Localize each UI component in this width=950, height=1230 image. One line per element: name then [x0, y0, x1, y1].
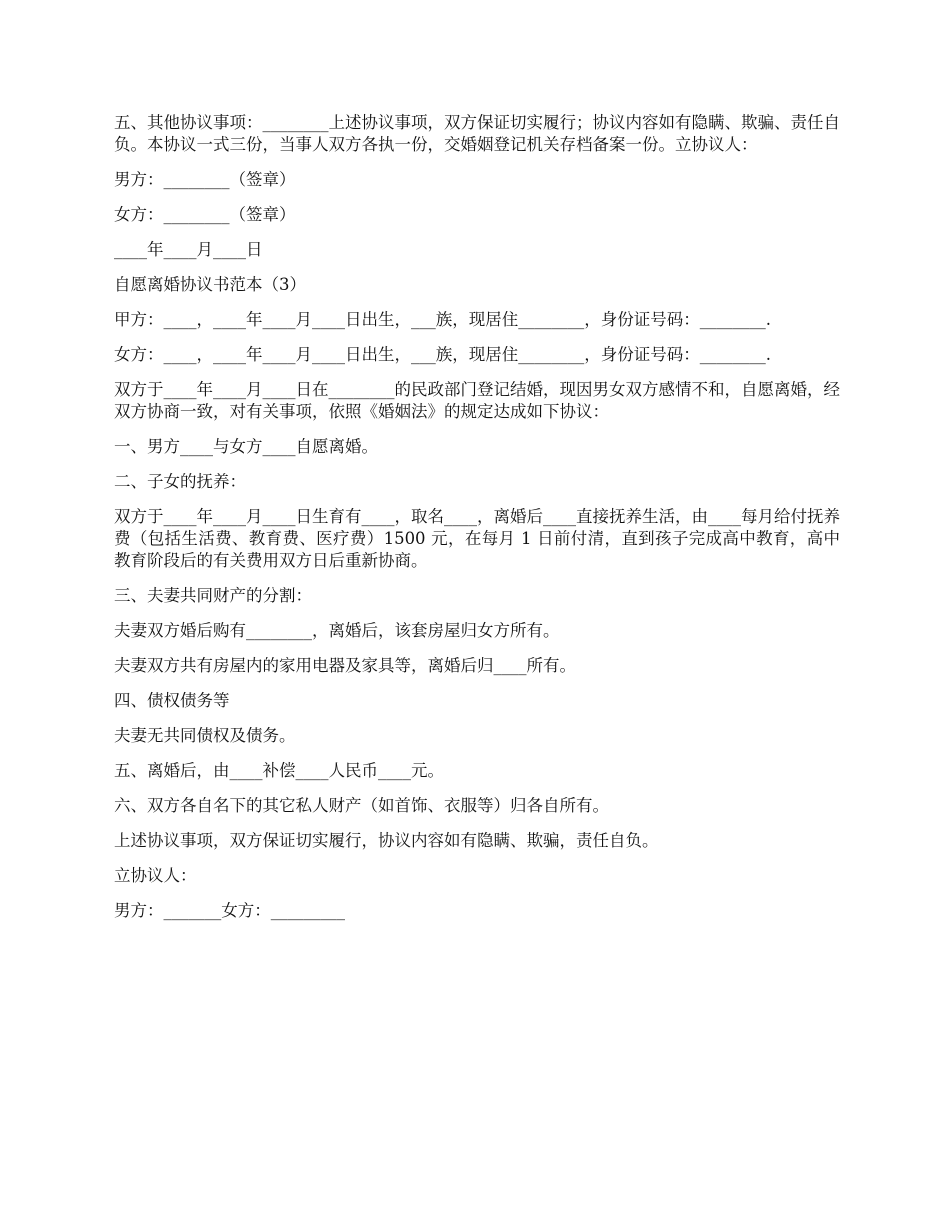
clause-3-heading: 三、夫妻共同财产的分割： [114, 586, 312, 605]
clause-2-heading: 二、子女的抚养： [114, 472, 246, 491]
child-support-terms: 双方于____年____月____日生育有____，取名____，离婚后____直接抚养生活，由____每月给付抚养费（包括生活费、教育费、医疗费）1500 元，在每月 1 日前付清，直到孩子完成高中教育，高中教育阶段后的有关费用双方日后重新协商。 [114, 507, 840, 570]
clause-6-private-property: 六、双方各自名下的其它私人财产（如首饰、衣服等）归各自所有。 [114, 796, 609, 815]
clause-5-other-matters: 五、其他协议事项：________上述协议事项，双方保证切实履行；协议内容如有隐瞒、欺骗、责任自负。本协议一式三份，当事人双方各执一份，交婚姻登记机关存档备案一份。立协议人： [114, 113, 840, 154]
signatories-label: 立协议人： [114, 866, 197, 885]
document-body [114, 112, 840, 935]
male-party-signature-line: 男方：________（签章） [114, 170, 296, 189]
female-party-signature-line: 女方：________（签章） [114, 205, 296, 224]
property-furniture-terms: 夫妻双方共有房屋内的家用电器及家具等，离婚后归____所有。 [114, 656, 576, 675]
clause-1-divorce: 一、男方____与女方____自愿离婚。 [114, 437, 378, 456]
guarantee-statement: 上述协议事项，双方保证切实履行，协议内容如有隐瞒、欺骗，责任自负。 [114, 831, 659, 850]
party-a-info: 甲方：____，____年____月____日出生，___族，现居住________，身份证号码：________. [114, 310, 771, 329]
property-house-terms: 夫妻双方婚后购有________，离婚后，该套房屋归女方所有。 [114, 621, 560, 640]
party-female-info: 女方：____，____年____月____日出生，___族，现居住________，身份证号码：________. [114, 345, 771, 364]
marriage-registration-statement: 双方于____年____月____日在________的民政部门登记结婚，现因男女双方感情不和，自愿离婚，经双方协商一致，对有关事项，依照《婚姻法》的规定达成如下协议： [114, 380, 840, 421]
clause-5-compensation: 五、离婚后，由____补偿____人民币____元。 [114, 761, 444, 780]
section-title: 自愿离婚协议书范本（3） [114, 275, 306, 294]
date-line: ____年____月____日 [114, 240, 263, 259]
final-signature-line: 男方：_______女方：_________ [114, 901, 345, 920]
clause-4-heading: 四、债权债务等 [114, 691, 230, 710]
debt-terms: 夫妻无共同债权及债务。 [114, 726, 296, 745]
